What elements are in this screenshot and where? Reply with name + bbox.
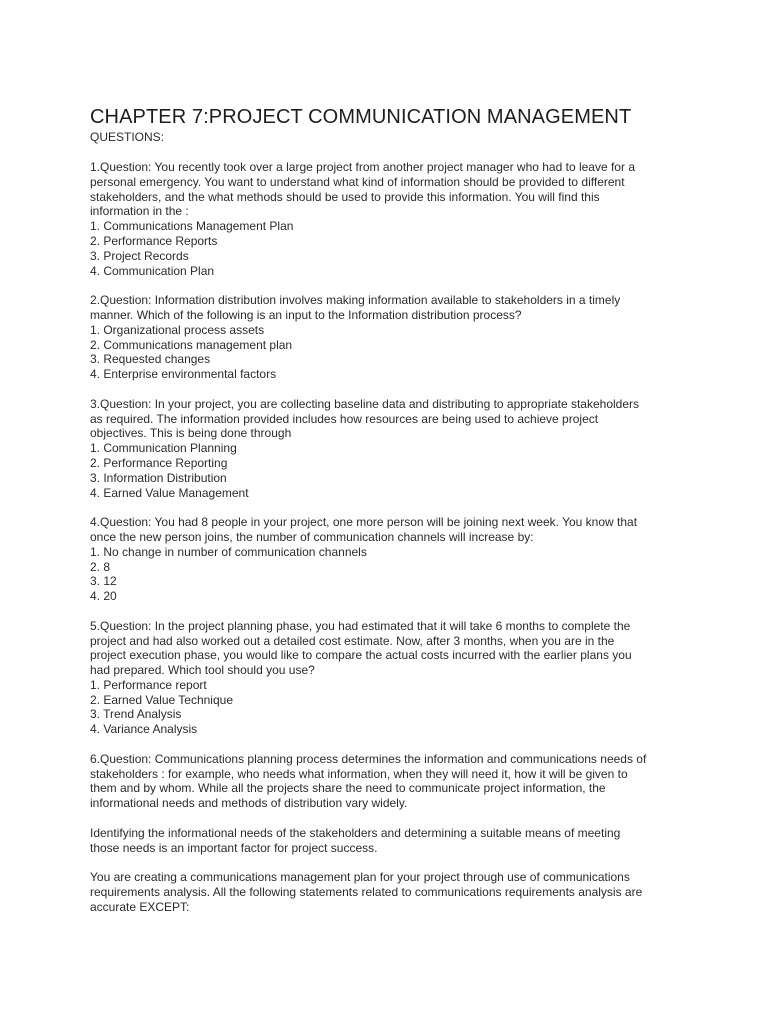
answer-options	[90, 323, 680, 382]
answer-option: 2. 8	[90, 559, 111, 574]
paragraph	[90, 870, 680, 914]
paragraph-line: informational needs and methods of distribution vary widely.	[90, 796, 408, 811]
answer-option: 1. Communications Management Plan	[90, 219, 294, 234]
paragraph-line: You are creating a communications management plan for your project through use of communications	[90, 870, 630, 885]
question-text-line: 1.Question: You recently took over a large project from another project manager who had to leave for a	[90, 160, 635, 174]
answer-options	[90, 678, 680, 737]
answer-options	[90, 219, 680, 278]
answer-option: 4. Enterprise environmental factors	[90, 367, 277, 382]
answer-option: 4. Variance Analysis	[90, 722, 198, 737]
question-text-line: once the new person joins, the number of communication channels will increase by:	[90, 529, 534, 544]
question-1	[90, 160, 680, 278]
question-text-line: 2.Question: Information distribution involves making information available to stakeholders in a timely	[90, 293, 621, 308]
question-text-line: manner. Which of the following is an input to the Information distribution process?	[90, 307, 522, 322]
question-2	[90, 293, 680, 382]
answer-option: 3. 12	[90, 574, 117, 589]
paragraph-line: accurate EXCEPT:	[90, 899, 190, 914]
document-page	[90, 104, 680, 929]
answer-options	[90, 545, 680, 604]
answer-option: 2. Communications management plan	[90, 337, 293, 352]
answer-option: 3. Information Distribution	[90, 470, 227, 485]
page-title: CHAPTER 7:PROJECT COMMUNICATION MANAGEMENT	[90, 106, 632, 128]
answer-option: 1. Communication Planning	[90, 441, 237, 456]
question-text-line: 4.Question: You had 8 people in your project, one more person will be joining next week. You know that	[90, 515, 638, 530]
question-text-line: had prepared. Which tool should you use?	[90, 663, 315, 678]
answer-option: 3. Requested changes	[90, 352, 211, 367]
question-text-line: personal emergency. You want to understand what kind of information should be provided to different	[90, 174, 625, 189]
paragraph-line: requirements analysis. All the following statements related to communications requirements analysis are	[90, 885, 643, 900]
paragraph-line: them and by whom. While all the projects share the need to communicate project information, the	[90, 781, 606, 796]
paragraph-line: Identifying the informational needs of the stakeholders and determining a suitable means of meeting	[90, 825, 621, 840]
question-text-line: 5.Question: In the project planning phase, you had estimated that it will take 6 months to complete the	[90, 618, 631, 633]
answer-option: 1. No change in number of communication channels	[90, 544, 367, 559]
question-text-line: as required. The information provided includes how resources are being used to achieve project	[90, 411, 599, 426]
answer-option: 4. Communication Plan	[90, 263, 215, 278]
question-text-line: project and had also worked out a detailed cost estimate. Now, after 3 months, when you are in the	[90, 633, 615, 648]
question-text-line: 3.Question: In your project, you are collecting baseline data and distributing to appropriate stakeholders	[90, 396, 639, 411]
question-text-line: stakeholders, and the what methods should be used to provide this information. You will find this	[90, 189, 600, 204]
section-heading: QUESTIONS:	[90, 130, 165, 144]
question-3	[90, 397, 680, 501]
paragraph-line: 6.Question: Communications planning process determines the information and communications needs of	[90, 751, 647, 766]
paragraph-line: those needs is an important factor for project success.	[90, 840, 378, 855]
paragraph	[90, 826, 680, 856]
question-text-line: objectives. This is being done through	[90, 426, 292, 441]
answer-option: 4. Earned Value Management	[90, 485, 249, 500]
answer-option: 1. Organizational process assets	[90, 322, 265, 337]
answer-option: 2. Earned Value Technique	[90, 692, 233, 707]
question-4	[90, 515, 680, 604]
answer-option: 2. Performance Reporting	[90, 455, 228, 470]
answer-option: 1. Performance report	[90, 677, 207, 692]
answer-option: 3. Trend Analysis	[90, 707, 182, 722]
question-text-line: information in the :	[90, 204, 189, 219]
question-text-line: project execution phase, you would like to compare the actual costs incurred with the earlier plans you	[90, 648, 632, 663]
paragraph-line: stakeholders : for example, who needs what information, when they will need it, how it will be given to	[90, 766, 628, 781]
question-5	[90, 619, 680, 737]
answer-option: 3. Project Records	[90, 248, 189, 263]
answer-options	[90, 441, 680, 500]
answer-option: 2. Performance Reports	[90, 233, 218, 248]
answer-option: 4. 20	[90, 589, 117, 604]
question-6-paragraph	[90, 752, 680, 811]
